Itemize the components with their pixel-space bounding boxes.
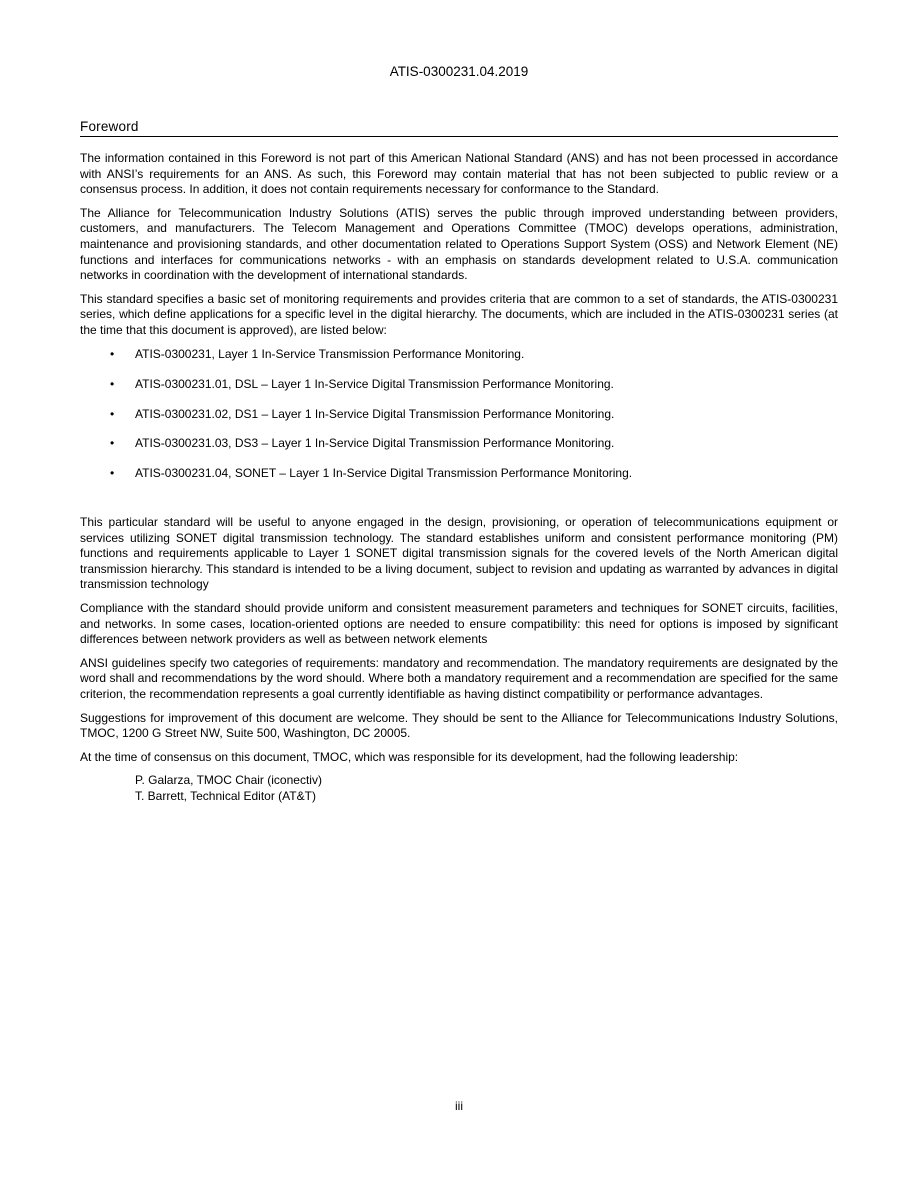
document-identifier: ATIS-0300231.04.2019: [389, 64, 529, 79]
paragraph-ans-notice: The information contained in this Foreword is not part of this American National Standard (ANS) and has not been processed in accordance with ANSI’s requirements for an ANS. As such, this Foreword may contain material that has not been subjected to public review or a consensus process. In addition, it does not contain requirements necessary for conformance to the Standard.: [80, 151, 838, 197]
list-item-text: ATIS-0300231.02, DS1 – Layer 1 In-Service Digital Transmission Performance Monitoring.: [135, 406, 615, 421]
leadership-list: [135, 773, 838, 805]
bullet-icon: •: [110, 406, 115, 421]
paragraph-atis-overview: The Alliance for Telecommunication Industry Solutions (ATIS) serves the public through improved understanding between providers, customers, and manufacturers. The Telecom Management and Operations Committee (TMOC) develops operations, administration, maintenance and provisioning standards, and other documentation related to Operations Support System (OSS) and Network Element (NE) functions and interfaces for communications networks - with an emphasis on standards development related to U.S.A. communication networks in coordination with the development of international standards.: [80, 205, 838, 283]
paragraph-compliance: Compliance with the standard should provide uniform and consistent measurement parameters and techniques for SONET circuits, facilities, and networks. In some cases, location-oriented options are needed to ensure compatibility: this need for options is imposed by significant differences between network providers as well as between network elements: [80, 601, 838, 647]
list-item: [80, 436, 838, 452]
bullet-icon: •: [110, 436, 115, 451]
list-item: [80, 407, 838, 423]
leadership-chair: P. Galarza, TMOC Chair (iconectiv): [135, 773, 322, 788]
bullet-icon: •: [110, 466, 115, 481]
list-item: [80, 347, 838, 363]
list-item-text: ATIS-0300231.04, SONET – Layer 1 In-Service Digital Transmission Performance Monitoring.: [135, 466, 633, 481]
section-heading: Foreword: [80, 119, 838, 137]
list-item-text: ATIS-0300231.03, DS3 – Layer 1 In-Service Digital Transmission Performance Monitoring.: [135, 436, 615, 451]
paragraph-standard-usefulness: This particular standard will be useful to anyone engaged in the design, provisioning, or operation of telecommunications equipment or services utilizing SONET digital transmission technology. The standard establishes uniform and consistent performance monitoring (PM) functions and requirements applicable to Layer 1 SONET digital transmission signals for the covered levels of the North American digital transmission hierarchy. This standard is intended to be a living document, subject to revision and updating as warranted by advances in digital transmission technology: [80, 515, 838, 592]
foreword-content: [80, 119, 838, 805]
bullet-icon: •: [110, 376, 115, 391]
leadership-editor: T. Barrett, Technical Editor (AT&T): [135, 789, 316, 804]
page-number: iii: [455, 1099, 463, 1113]
paragraph-suggestions: Suggestions for improvement of this document are welcome. They should be sent to the Alliance for Telecommunications Industry Solutions, TMOC, 1200 G Street NW, Suite 500, Washington, DC 20005.: [80, 710, 838, 741]
paragraph-leadership-intro: At the time of consensus on this document, TMOC, which was responsible for its development, had the following leadership:: [80, 749, 739, 764]
list-item-text: ATIS-0300231.01, DSL – Layer 1 In-Service Digital Transmission Performance Monitoring.: [135, 376, 614, 391]
list-item-text: ATIS-0300231, Layer 1 In-Service Transmission Performance Monitoring.: [135, 346, 525, 361]
bullet-icon: •: [110, 346, 115, 361]
list-item: [80, 466, 838, 482]
paragraph-ansi-guidelines: ANSI guidelines specify two categories of requirements: mandatory and recommendation. The mandatory requirements are designated by the word shall and recommendations by the word should. Where both a mandatory requirement and a recommendation are specified for the same criterion, the recommendation represents a goal currently identifiable as having distinct compatibility or performance advantages.: [80, 655, 838, 701]
document-series-list: [80, 347, 838, 483]
paragraph-standard-scope: This standard specifies a basic set of monitoring requirements and provides criteria that are common to a set of standards, the ATIS-0300231 series, which define applications for a specific level in the digital hierarchy. The documents, which are included in the ATIS-0300231 series (at the time that this document is approved), are listed below:: [80, 291, 838, 337]
list-item: [80, 377, 838, 393]
